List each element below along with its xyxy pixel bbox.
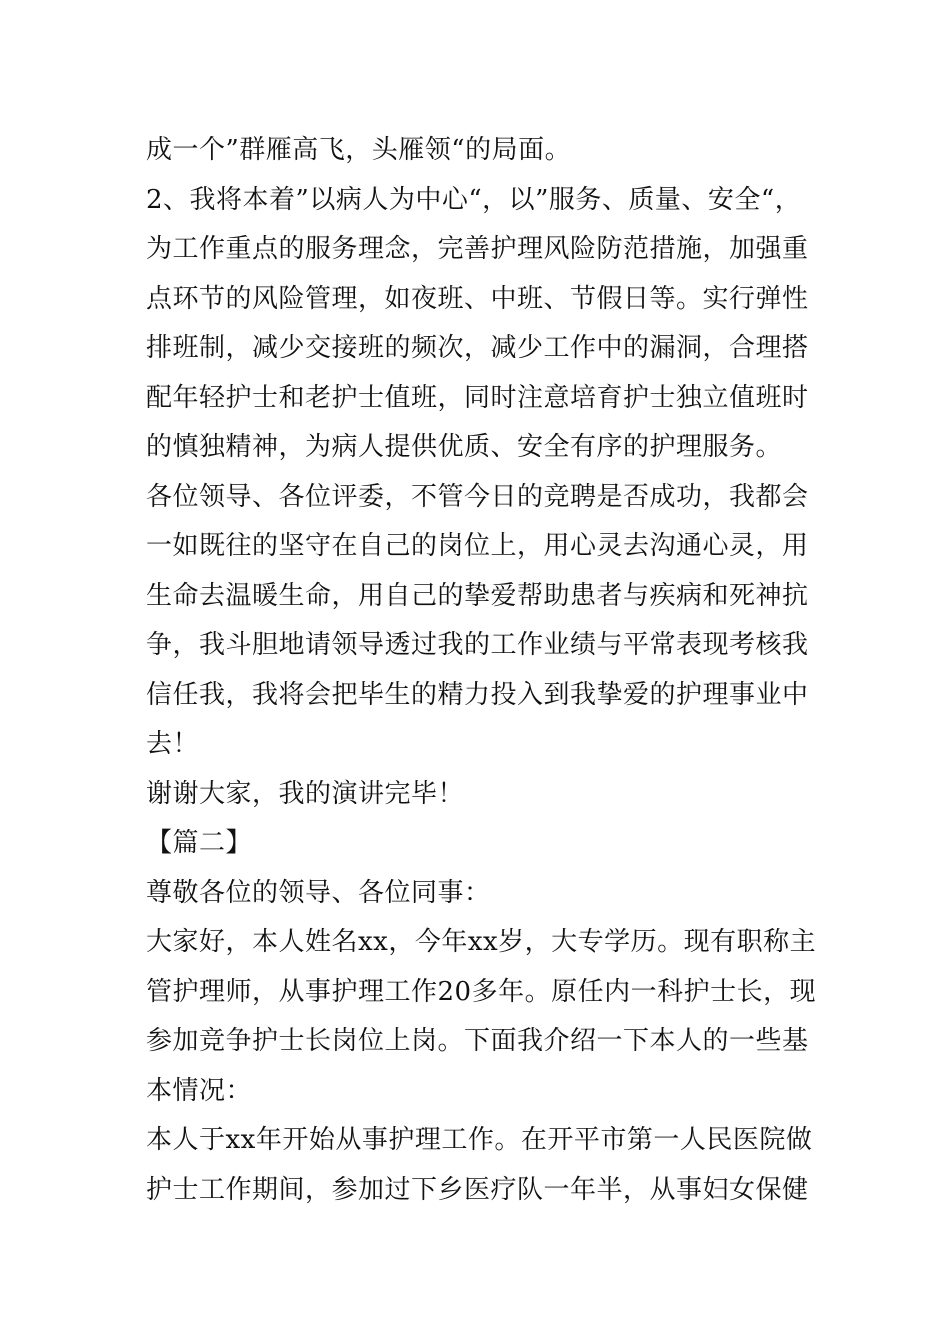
text-line: 生命去温暖生命，用自己的挚爱帮助患者与疾病和死神抗 bbox=[146, 580, 809, 611]
section-heading: 【篇二】 bbox=[146, 828, 253, 858]
text-line: 去！ bbox=[146, 729, 200, 759]
text-line: 本情况： bbox=[146, 1075, 253, 1106]
text-line: 本人于xx年开始从事护理工作。在开平市第一人民医院做 bbox=[146, 1125, 813, 1155]
text-line: 争，我斗胆地请领导透过我的工作业绩与平常表现考核我 bbox=[146, 630, 809, 660]
text-line: 排班制，减少交接班的频次，减少工作中的漏洞，合理搭 bbox=[146, 333, 809, 363]
text-line: 为工作重点的服务理念，完善护理风险防范措施，加强重 bbox=[146, 234, 809, 264]
text-line: 成一个”群雁高飞，头雁领“的局面。 bbox=[146, 135, 572, 165]
text-line: 护士工作期间，参加过下乡医疗队一年半，从事妇女保健 bbox=[146, 1174, 809, 1205]
text-line: 各位领导、各位评委，不管今日的竞聘是否成功，我都会 bbox=[146, 481, 809, 512]
text-line: 一如既往的坚守在自己的岗位上，用心灵去沟通心灵，用 bbox=[146, 531, 809, 561]
text-line: 点环节的风险管理，如夜班、中班、节假日等。实行弹性 bbox=[146, 283, 809, 314]
text-line: 信任我，我将会把毕生的精力投入到我挚爱的护理事业中 bbox=[146, 679, 809, 710]
document-body bbox=[146, 126, 826, 1215]
text-line: 大家好，本人姓名xx，今年xx岁，大专学历。现有职称主 bbox=[146, 927, 817, 957]
text-line: 谢谢大家，我的演讲完毕！ bbox=[146, 778, 465, 809]
text-line: 的慎独精神，为病人提供优质、安全有序的护理服务。 bbox=[146, 432, 783, 462]
text-line: 配年轻护士和老护士值班，同时注意培育护士独立值班时 bbox=[146, 382, 809, 413]
text-line: 管护理师，从事护理工作20多年。原任内一科护士长，现 bbox=[146, 976, 817, 1007]
text-line: 2、我将本着”以病人为中心“，以”服务、质量、安全“， bbox=[146, 184, 802, 215]
text-line: 尊敬各位的领导、各位同事： bbox=[146, 877, 491, 908]
text-line: 参加竞争护士长岗位上岗。下面我介绍一下本人的一些基 bbox=[146, 1026, 809, 1056]
